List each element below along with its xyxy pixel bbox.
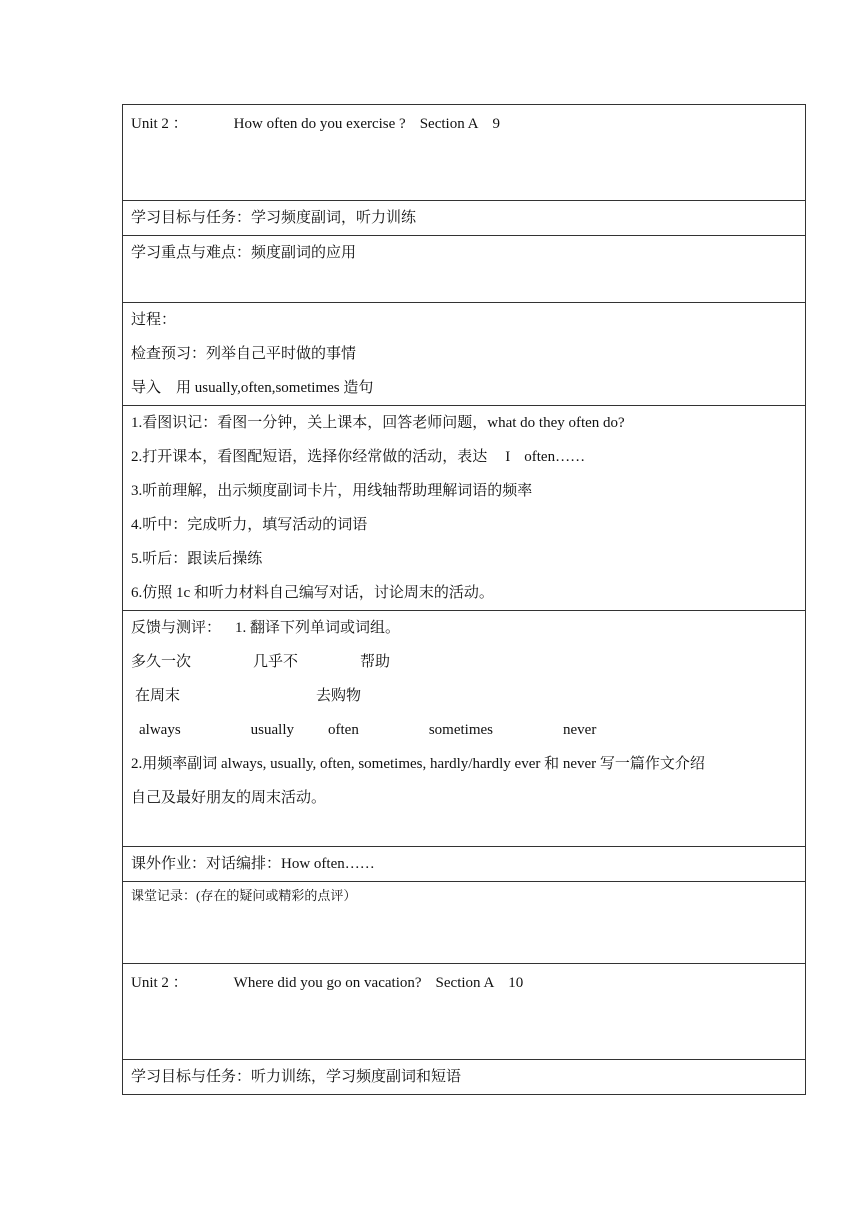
steps-row xyxy=(123,406,806,611)
feedback-row xyxy=(123,611,806,847)
steps-cell xyxy=(123,406,806,611)
process-heading: 过程： xyxy=(131,312,177,328)
unit2-header-line xyxy=(131,964,797,1000)
homework-row xyxy=(123,847,806,882)
unit-header-line xyxy=(131,105,797,141)
en-word: sometimes xyxy=(428,722,493,738)
unit-section: Section A xyxy=(419,116,479,132)
unit2-section: Section A xyxy=(435,975,495,991)
feedback-cell xyxy=(123,611,806,847)
goal-text: 学习目标与任务：学习频度副词，听力训练 xyxy=(131,210,417,226)
process-preview: 检查预习：列举自己平时做的事情 xyxy=(131,346,357,362)
en-word: usually xyxy=(250,722,294,738)
cn-word: 几乎不 xyxy=(253,654,299,670)
cn-words-line-2 xyxy=(131,679,797,713)
step-2 xyxy=(131,440,797,474)
homework-text: 课外作业：对话编排：How often…… xyxy=(131,856,375,872)
feedback-heading-line xyxy=(131,611,797,645)
process-intro-label: 导入 用 xyxy=(131,380,192,396)
feedback-task-2-line-1: 2.用频率副词 always, usually, often, sometimes, hardly/hardly ever 和 never 写一篇作文介绍 xyxy=(131,756,705,772)
cn-word: 多久一次 xyxy=(131,654,192,670)
cn-word: 在周末 xyxy=(135,688,181,704)
key-points-row xyxy=(123,236,806,303)
en-word: never xyxy=(563,722,597,738)
step-6: 6.仿照 1c 和听力材料自己编写对话，讨论周末的活动。 xyxy=(131,585,494,601)
notes-row xyxy=(123,882,806,964)
goal2-cell xyxy=(123,1060,806,1095)
process-intro xyxy=(131,371,797,405)
cn-word: 去购物 xyxy=(316,688,362,704)
step-5: 5.听后：跟读后操练 xyxy=(131,551,263,567)
unit-title: How often do you exercise ? xyxy=(233,116,406,132)
feedback-task-2-line-2: 自己及最好朋友的周末活动。 xyxy=(131,790,327,806)
key-points-cell xyxy=(123,236,806,303)
process-row xyxy=(123,303,806,406)
cn-word: 帮助 xyxy=(360,654,391,670)
goal-cell xyxy=(123,201,806,236)
step-2-subject: I xyxy=(505,449,511,465)
unit2-title: Where did you go on vacation? xyxy=(233,975,422,991)
en-word: often xyxy=(328,722,359,738)
process-intro-words: usually,often,sometimes 造句 xyxy=(194,380,374,396)
step-3: 3.听前理解，出示频度副词卡片，用线轴帮助理解词语的频率 xyxy=(131,483,533,499)
notes-text: 课堂记录：(存在的疑问或精彩的点评） xyxy=(131,888,357,903)
process-cell xyxy=(123,303,806,406)
feedback-task-1: 1. 翻译下列单词或词组。 xyxy=(235,620,401,636)
unit2-label: Unit 2 ： xyxy=(131,975,188,991)
lesson-plan-table xyxy=(122,104,806,1095)
notes-cell xyxy=(123,882,806,964)
en-word: always xyxy=(139,722,181,738)
homework-cell xyxy=(123,847,806,882)
goal2-row xyxy=(123,1060,806,1095)
step-4: 4.听中：完成听力，填写活动的词语 xyxy=(131,517,368,533)
unit-header-cell xyxy=(123,105,806,201)
unit-header-row xyxy=(123,105,806,201)
feedback-heading: 反馈与测评： xyxy=(131,620,222,636)
cn-words-line-1 xyxy=(131,645,797,679)
step-2-frequency: often…… xyxy=(524,449,586,465)
goal2-text: 学习目标与任务：听力训练，学习频度副词和短语 xyxy=(131,1069,462,1085)
unit-label: Unit 2 ： xyxy=(131,116,188,132)
key-points-text: 学习重点与难点：频度副词的应用 xyxy=(131,245,357,261)
unit2-header-row xyxy=(123,964,806,1060)
en-words-line xyxy=(131,713,797,747)
goal-row xyxy=(123,201,806,236)
unit-number: 9 xyxy=(492,116,500,132)
unit2-header-cell xyxy=(123,964,806,1060)
step-2-text: 2.打开课本，看图配短语，选择你经常做的活动，表达 xyxy=(131,449,488,465)
unit2-number: 10 xyxy=(508,975,524,991)
step-1: 1.看图识记：看图一分钟，关上课本，回答老师问题，what do they often do? xyxy=(131,415,625,431)
